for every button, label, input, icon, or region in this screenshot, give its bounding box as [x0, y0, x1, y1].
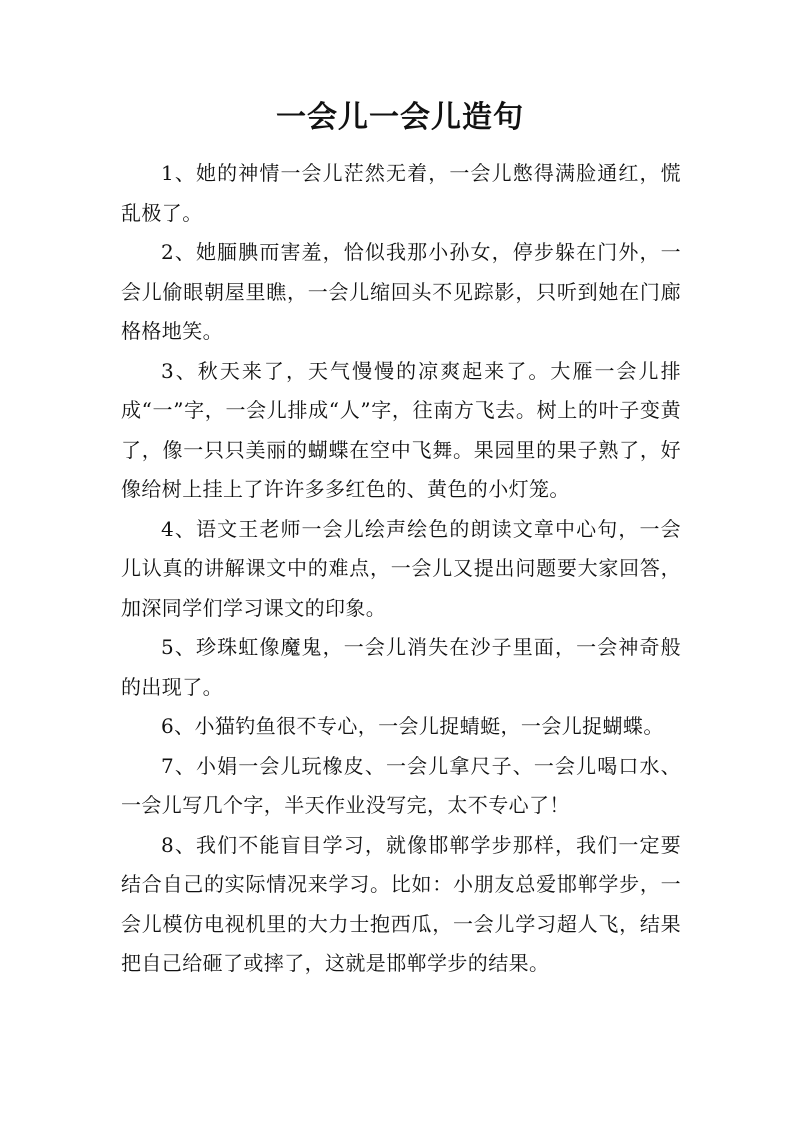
paragraph-1: 1、她的神情一会儿茫然无着，一会儿憋得满脸通红，慌乱极了。	[121, 161, 681, 225]
document-title: 一会儿一会儿造句	[276, 100, 524, 135]
paragraph-8: 8、我们不能盲目学习，就像邯郸学步那样，我们一定要结合自己的实际情况来学习。比如：小朋友总爱邯郸学步，一会儿模仿电视机里的大力士抱西瓜，一会儿学习超人飞，结果把自己给砸了或摔了，这就是邯郸学步的结果。	[121, 832, 681, 975]
document-body	[121, 154, 681, 984]
paragraph-4: 4、语文王老师一会儿绘声绘色的朗读文章中心句，一会儿认真的讲解课文中的难点，一会儿又提出问题要大家回答，加深同学们学习课文的印象。	[121, 516, 681, 620]
paragraph-6: 6、小猫钓鱼很不专心，一会儿捉蜻蜓，一会儿捉蝴蝶。	[161, 714, 664, 738]
paragraph-5: 5、珍珠虹像魔鬼，一会儿消失在沙子里面，一会神奇般的出现了。	[121, 635, 681, 699]
paragraph-2: 2、她腼腆而害羞，恰似我那小孙女，停步躲在门外，一会儿偷眼朝屋里瞧，一会儿缩回头不见踪影，只听到她在门廊格格地笑。	[121, 240, 681, 343]
paragraph-3: 3、秋天来了，天气慢慢的凉爽起来了。大雁一会儿排成“一”字，一会儿排成“人”字，往南方飞去。树上的叶子变黄了，像一只只美丽的蝴蝶在空中飞舞。果园里的果子熟了，好像给树上挂上了许许多多红色的、黄色的小灯笼。	[121, 358, 681, 501]
paragraph-7: 7、小娟一会儿玩橡皮、一会儿拿尺子、一会儿喝口水、一会儿写几个字，半天作业没写完，太不专心了！	[121, 753, 681, 817]
